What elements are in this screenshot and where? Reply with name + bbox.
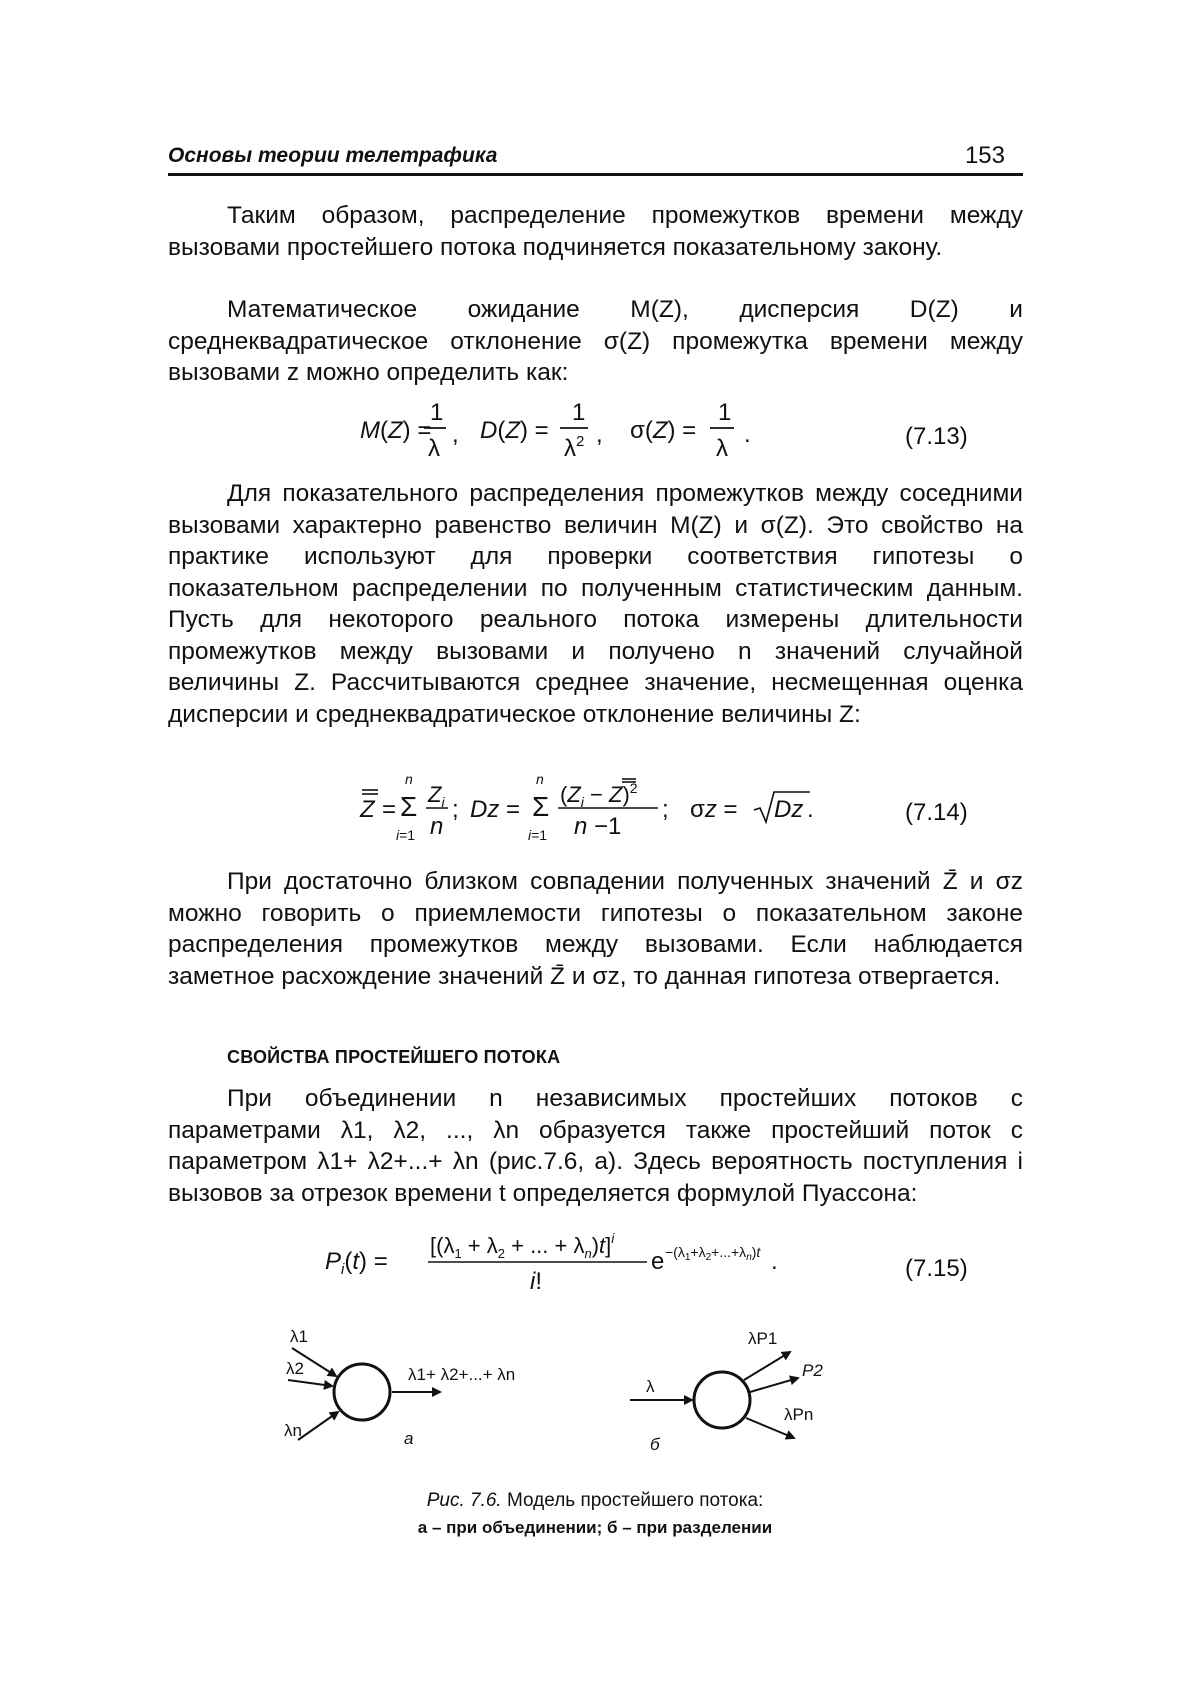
output-label: λ1+ λ2+...+ λn [408, 1365, 516, 1384]
svg-text:i!: i! [530, 1268, 543, 1295]
svg-text:i=1: i=1 [528, 827, 548, 843]
split-node [694, 1372, 750, 1428]
svg-text:[(λ1 + λ2 + ... + λn)t]i: [($\lambda_1 + \lambda_2$ + ... + $\lambda_n)t]^i$ [430, 1230, 615, 1261]
section-heading: СВОЙСТВА ПРОСТЕЙШЕГО ПОТОКА [227, 1047, 561, 1067]
input-arrow-n [298, 1412, 338, 1440]
paragraph-2: Математическое ожидание M(Z), дисперсия D(Z) и среднеквадратическое отклонение σ(Z) промежутка времени между вызовами z можно определить как: [168, 296, 1023, 386]
part-label-a: а [404, 1429, 414, 1448]
figure-part-a [284, 1327, 515, 1448]
figure-caption-legend: а – при объединении; б – при разделении [417, 1518, 773, 1537]
formula-number-7-13: (7.13) [905, 423, 968, 450]
figure-7-6 [284, 1320, 930, 1470]
svg-text:.: . [744, 421, 751, 448]
svg-text:M(Z) =: M(Z) = [360, 417, 432, 444]
formula-7-14-graphic [360, 770, 860, 850]
output-arrow-1 [744, 1352, 790, 1380]
output-label-1: λP1 [748, 1329, 778, 1348]
svg-text:Pi(t) =: $P_i(t)$ = [325, 1248, 388, 1278]
input-label-2: λ2 [286, 1359, 304, 1378]
formula-number-7-14: (7.14) [905, 799, 968, 826]
svg-text:i=1: i=1 [396, 827, 416, 843]
formula-7-13-graphic [360, 398, 820, 468]
svg-text:=: = [382, 796, 397, 823]
svg-text:e: e [651, 1248, 665, 1275]
svg-text:Z: Z [360, 796, 375, 823]
svg-text:,: , [452, 421, 459, 448]
formula-number-7-15: (7.15) [905, 1255, 968, 1282]
svg-text:n: n [430, 813, 444, 840]
svg-text:;: ; [662, 796, 669, 823]
svg-text:D(Z) =: D(Z) = [480, 417, 549, 444]
svg-text:Dz: Dz [774, 796, 804, 823]
input-label-1: λ1 [290, 1327, 308, 1346]
svg-text:n: n [405, 771, 413, 787]
svg-text:λ2: $\lambda^2$ [564, 433, 585, 462]
figure-caption-title: Модель простейшего потока: [501, 1490, 764, 1511]
svg-text:n −1: n −1 [574, 813, 622, 840]
svg-text:Dz =: Dz = [470, 796, 521, 823]
paragraph-4: При достаточно близком совпадении полученных значений Z̄ и σz можно говорить о приемлемости гипотезы о показательном законе распределения промежутков между вызовами. Если наблюдается заметное расхождение значений Z̄ и σz, то данная гипотеза отвергается. [168, 868, 1023, 990]
svg-text:1: 1 [718, 399, 732, 426]
figure-caption [0, 1490, 1190, 1512]
svg-text:σ(Z) =: σ(Z) = [630, 417, 697, 444]
input-label: λ [646, 1377, 655, 1396]
svg-text:(Zi − Z)2: $(Z_i - Z)^2$ [560, 780, 638, 810]
figure-part-b [630, 1329, 823, 1454]
svg-text:Zi: $Z_i$ [428, 782, 445, 810]
paragraph-3: Для показательного распределения промежутков между соседними вызовами характерно равенство величин M(Z) и σ(Z). Это свойство на практике используют для проверки соответствия гипотезы о показательном распределении по полученным статистическим данным. Пусть для некоторого реального потока измерены длительности промежутков между вызовами и получено n значений случайной величины Z. Рассчитываются среднее значение, несмещенная оценка дисперсии и среднеквадратическое отклонение величины Z: [168, 480, 1023, 728]
input-arrow-2 [288, 1380, 332, 1386]
svg-text:.: . [771, 1248, 778, 1275]
svg-text:1: 1 [572, 399, 586, 426]
part-label-b: б [650, 1435, 660, 1454]
page-header [168, 140, 1023, 170]
formula-7-15-graphic [325, 1225, 845, 1305]
svg-text:,: , [596, 421, 603, 448]
header-rule [168, 173, 1023, 176]
svg-text:λ: λ [428, 435, 440, 462]
input-label-n: λn [284, 1421, 302, 1440]
output-label-n: λPn [784, 1405, 814, 1424]
svg-text:−(λ1+λ2+...+λn)t: $-(\lambda_1+\lambda_2+...+\lambda_n)t$ [665, 1244, 761, 1263]
svg-text:.: . [807, 796, 814, 823]
running-title: Основы теории телетрафика [168, 144, 498, 167]
svg-text:σz =: σz = [690, 796, 738, 823]
output-label-2: P2 [802, 1361, 823, 1380]
page-number: 153 [964, 142, 1005, 169]
paragraph-5: При объединении n независимых простейших потоков с параметрами λ1, λ2, ..., λn образуется также простейший поток с параметром λ1+ λ2+...+ λn (рис.7.6, а). Здесь вероятность поступления i вызовов за отрезок времени t определяется формулой Пуассона: [168, 1085, 1023, 1207]
svg-text:Σ: Σ [400, 791, 418, 822]
svg-text:Σ: Σ [532, 791, 550, 822]
svg-text:λ: λ [716, 435, 728, 462]
svg-text:n: n [536, 771, 544, 787]
svg-text:;: ; [452, 796, 459, 823]
output-arrow-2 [750, 1378, 798, 1392]
merge-node [334, 1364, 390, 1420]
figure-caption-prefix: Рис. 7.6. [426, 1490, 502, 1511]
svg-text:1: 1 [430, 399, 444, 426]
paragraph-1: Таким образом, распределение промежутков времени между вызовами простейшего потока подчиняется показательному закону. [168, 202, 1023, 261]
